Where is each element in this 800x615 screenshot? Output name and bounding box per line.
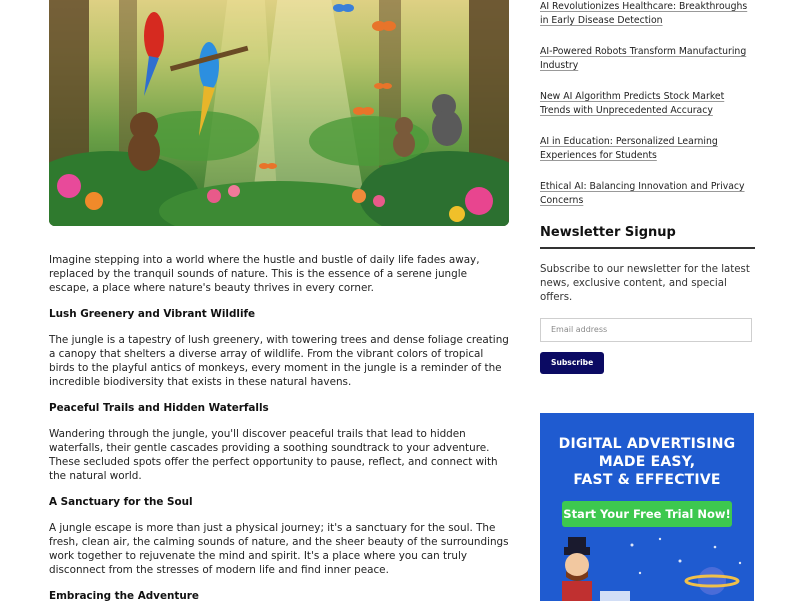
ad-illustration	[540, 533, 754, 601]
news-list	[540, 0, 755, 208]
ad-headline-line: MADE EASY,	[598, 454, 696, 470]
news-link[interactable]: Ethical AI: Balancing Innovation and Privacy Concerns	[540, 181, 745, 206]
news-link[interactable]: AI in Education: Personalized Learning Experiences for Students	[540, 136, 718, 161]
section-heading: Lush Greenery and Vibrant Wildlife	[49, 308, 256, 320]
news-link[interactable]: New AI Algorithm Predicts Stock Market Trends with Unprecedented Accuracy	[540, 91, 725, 116]
section-heading: A Sanctuary for the Soul	[49, 496, 193, 508]
section-heading: Peaceful Trails and Hidden Waterfalls	[49, 402, 269, 414]
section-heading: Embracing the Adventure	[49, 590, 199, 602]
article-body	[49, 253, 509, 615]
newsletter-description: Subscribe to our newsletter for the latest news, exclusive content, and special offers.	[540, 264, 750, 303]
email-field[interactable]	[540, 318, 752, 342]
ad-banner[interactable]	[540, 413, 754, 601]
news-link[interactable]: AI-Powered Robots Transform Manufacturing Industry	[540, 46, 747, 71]
section-body: A jungle escape is more than just a physical journey; it's a sanctuary for the soul. The fresh, clean air, the calming sounds of nature, and the sheer beauty of the surroundings work together to rejuvenate the mind and spirit. It's a place where you can truly disconnect from the stresses of modern life and find inner peace.	[49, 522, 509, 576]
ad-headline	[540, 435, 754, 489]
ad-cta-button[interactable]: Start Your Free Trial Now!	[562, 501, 732, 527]
subscribe-button[interactable]: Subscribe	[540, 352, 604, 374]
article-intro: Imagine stepping into a world where the hustle and bustle of daily life fades away, replaced by the tranquil sounds of nature. This is the essence of a serene jungle escape, a place where nature's beauty thrives in every corner.	[49, 254, 480, 294]
hero-image	[49, 0, 509, 226]
ad-headline-line: FAST & EFFECTIVE	[573, 472, 721, 488]
section-body: The jungle is a tapestry of lush greenery, with towering trees and dense foliage creating a canopy that shelters a diverse array of wildlife. From the vibrant colors of tropical birds to the playful antics of monkeys, every moment in the jungle is a reminder of the incredible biodiversity that exists in these natural havens.	[49, 334, 509, 388]
sidebar	[540, 0, 755, 374]
newsletter-widget	[540, 225, 755, 374]
newsletter-title: Newsletter Signup	[540, 225, 755, 249]
section-body: Wandering through the jungle, you'll discover peaceful trails that lead to hidden waterfalls, their gentle cascades providing a soothing soundtrack to your adventure. These secluded spots offer the perfect opportunity to pause, reflect, and connect with the natural world.	[49, 428, 498, 482]
ad-headline-line: DIGITAL ADVERTISING	[558, 436, 736, 452]
news-link[interactable]: AI Revolutionizes Healthcare: Breakthroughs in Early Disease Detection	[540, 1, 748, 26]
